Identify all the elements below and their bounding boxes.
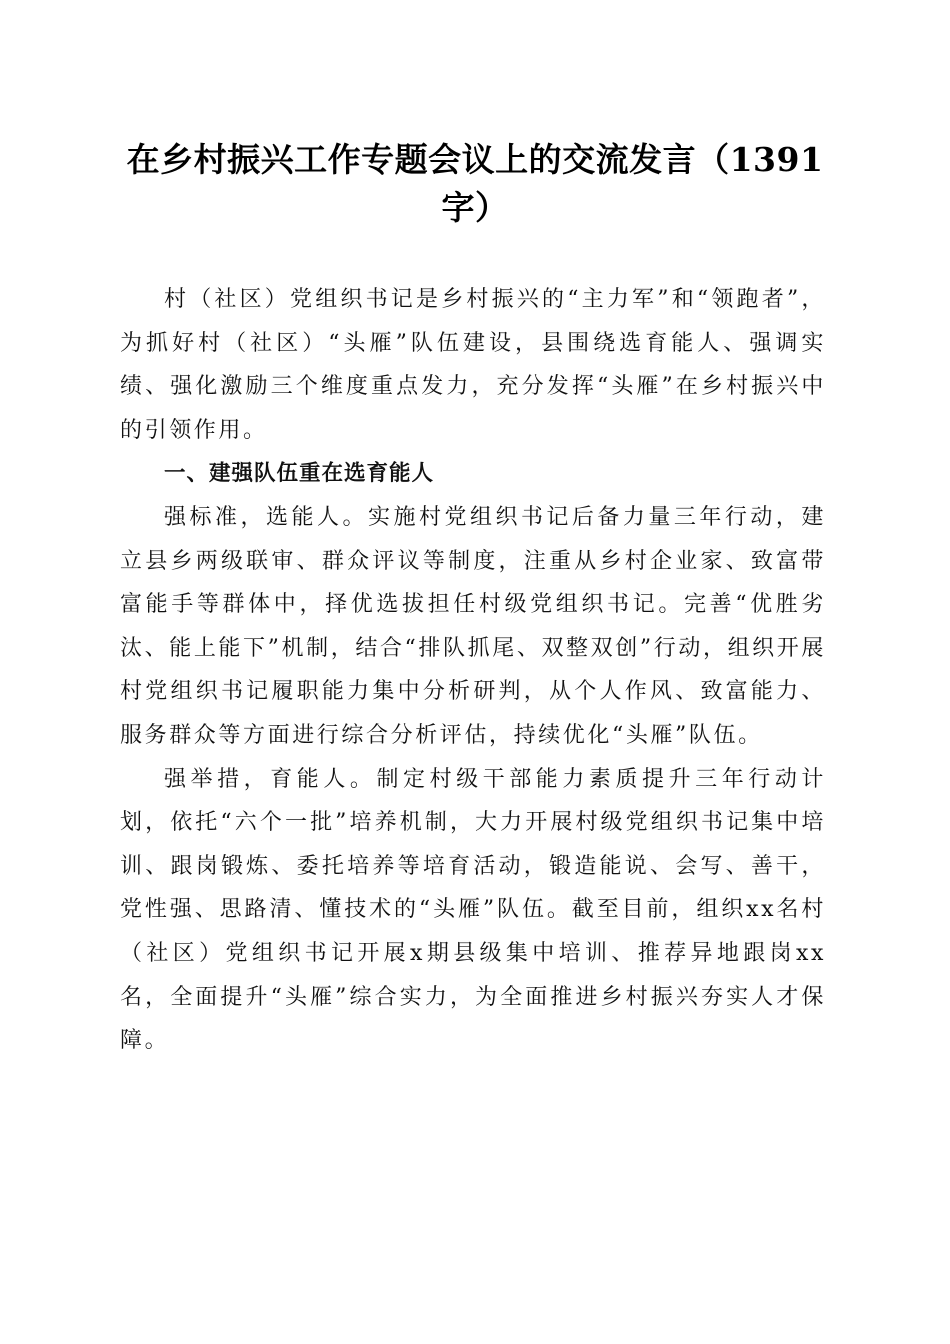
document-body — [120, 278, 826, 1063]
section-1-paragraph-2: 强举措，育能人。制定村级干部能力素质提升三年行动计划，依托“六个一批”培养机制，大力开展村级党组织书记集中培训、跟岗锻炼、委托培养等培育活动，锻造能说、会写、善干，党性强、思路清、懂技术的“头雁”队伍。截至目前，组织xx名村（社区）党组织书记开展x期县级集中培训、推荐异地跟岗xx名，全面提升“头雁”综合实力，为全面推进乡村振兴夯实人才保障。 — [120, 766, 826, 1054]
intro-paragraph: 村（社区）党组织书记是乡村振兴的“主力军”和“领跑者”，为抓好村（社区）“头雁”队伍建设，县围绕选育能人、强调实绩、强化激励三个维度重点发力，充分发挥“头雁”在乡村振兴中的引领作用。 — [120, 287, 826, 443]
section-1-paragraph-1: 强标准，选能人。实施村党组织书记后备力量三年行动，建立县乡两级联审、群众评议等制度，注重从乡村企业家、致富带富能手等群体中，择优选拔担任村级党组织书记。完善“优胜劣汰、能上能下”机制，结合“排队抓尾、双整双创”行动，组织开展村党组织书记履职能力集中分析研判，从个人作风、致富能力、服务群众等方面进行综合分析评估，持续优化“头雁”队伍。 — [120, 504, 826, 748]
document-title: 在乡村振兴工作专题会议上的交流发言（1391字） — [126, 140, 824, 227]
section-heading-1: 一、建强队伍重在选育能人 — [164, 461, 435, 487]
